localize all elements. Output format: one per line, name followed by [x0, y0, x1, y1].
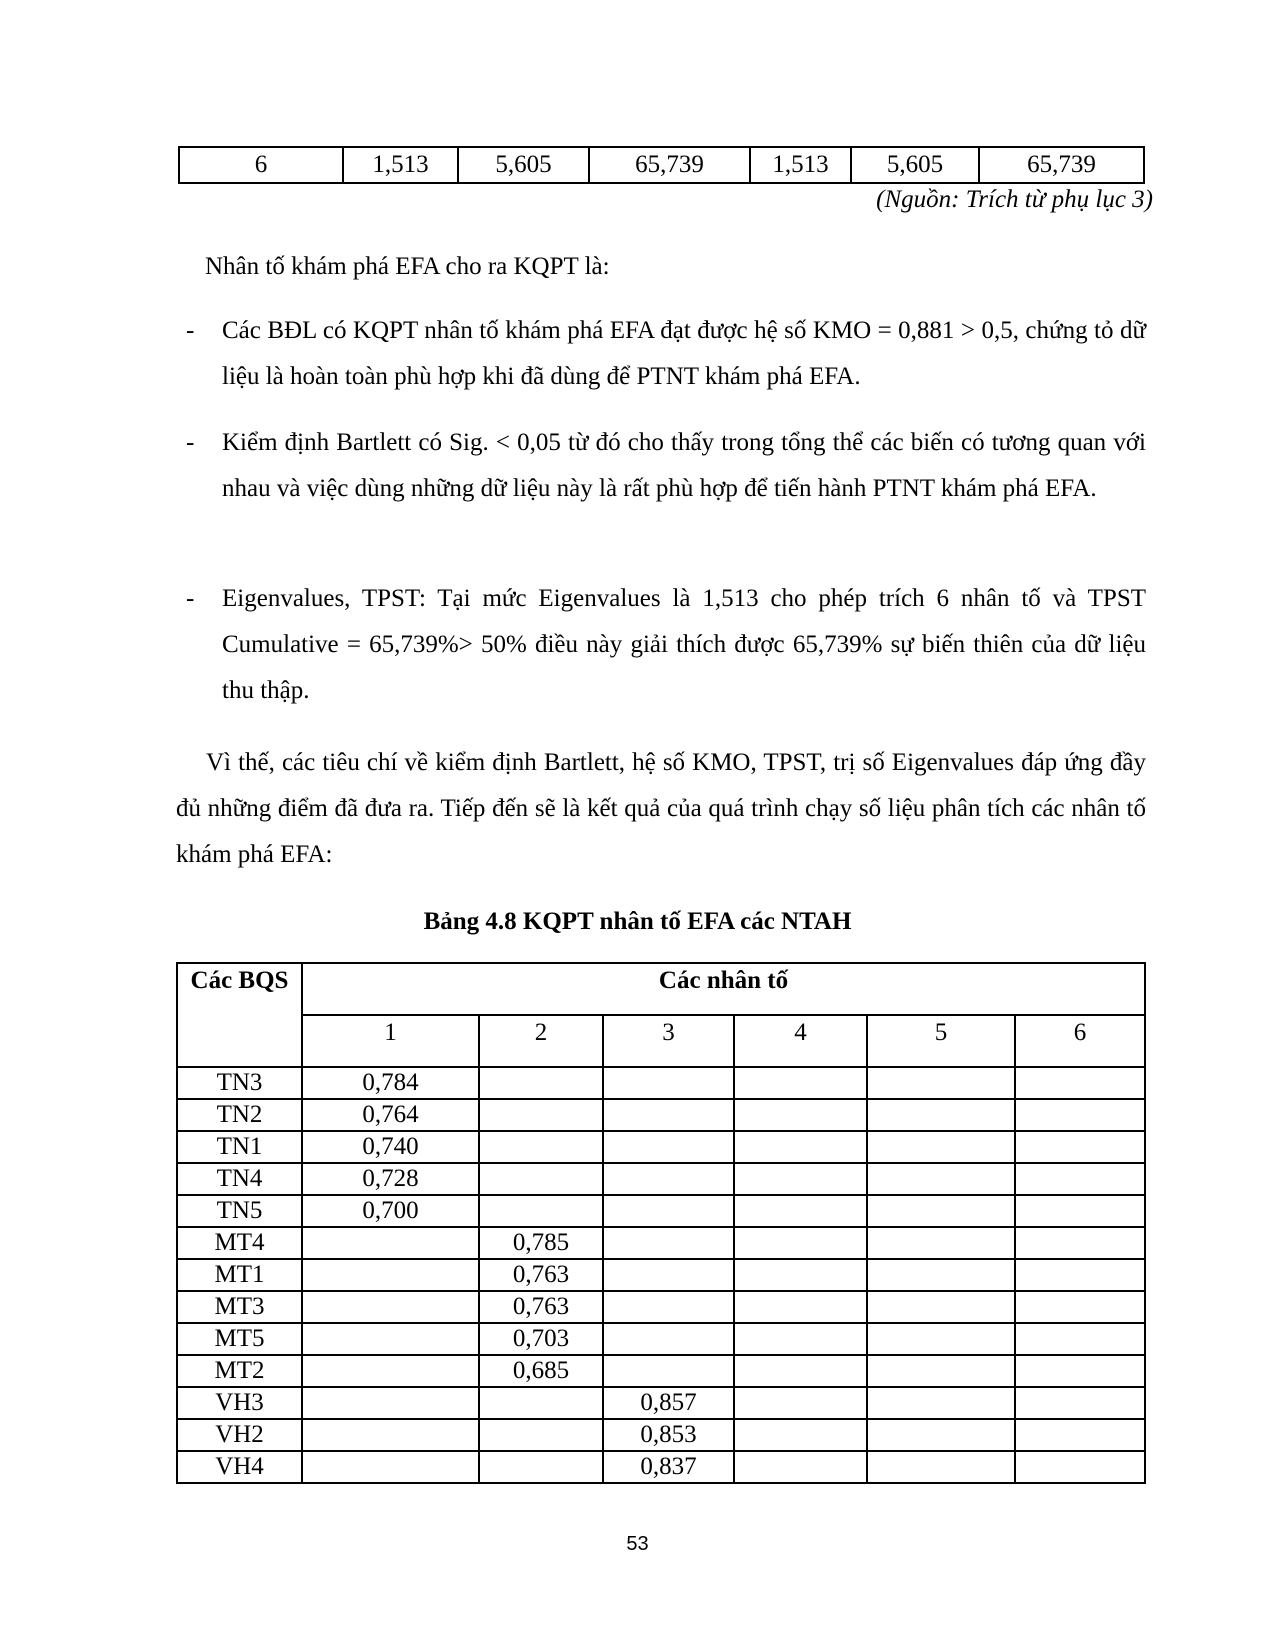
loading-cell — [1015, 1451, 1145, 1483]
loading-cell: 0,763 — [479, 1291, 603, 1323]
table-cell: 65,739 — [979, 147, 1144, 183]
loading-cell — [734, 1195, 867, 1227]
loading-cell — [867, 1099, 1015, 1131]
bullet-eigenvalues — [176, 576, 1146, 714]
table-row — [177, 1195, 1145, 1227]
row-label: VH4 — [177, 1451, 302, 1483]
loading-cell: 0,764 — [302, 1099, 479, 1131]
loading-cell — [734, 1131, 867, 1163]
loading-cell — [734, 1419, 867, 1451]
loading-cell — [302, 1387, 479, 1419]
loading-cell — [867, 1227, 1015, 1259]
factor-number: 6 — [1015, 1015, 1145, 1067]
bullet-dash: - — [186, 585, 195, 612]
table-header-row — [177, 963, 1145, 1015]
table-row — [177, 1099, 1145, 1131]
table-row — [177, 1387, 1145, 1419]
loading-cell — [302, 1419, 479, 1451]
row-label: MT2 — [177, 1355, 302, 1387]
loading-cell — [1015, 1067, 1145, 1099]
loading-cell: 0,857 — [603, 1387, 734, 1419]
table-cell: 65,739 — [589, 147, 750, 183]
table-row — [177, 1451, 1145, 1483]
loading-cell — [479, 1387, 603, 1419]
column-header-factors: Các nhân tố — [302, 963, 1145, 1015]
loading-cell — [479, 1195, 603, 1227]
bullet-dash: - — [186, 429, 195, 456]
loading-cell — [1015, 1131, 1145, 1163]
bullet-kmo — [176, 308, 1146, 400]
table-row — [177, 1355, 1145, 1387]
table-row — [177, 1131, 1145, 1163]
row-label: MT5 — [177, 1323, 302, 1355]
loading-cell — [302, 1259, 479, 1291]
factor-number: 2 — [479, 1015, 603, 1067]
loading-cell — [1015, 1355, 1145, 1387]
loading-cell — [734, 1067, 867, 1099]
loading-cell: 0,728 — [302, 1163, 479, 1195]
loading-cell: 0,784 — [302, 1067, 479, 1099]
loading-cell: 0,853 — [603, 1419, 734, 1451]
loading-cell — [734, 1291, 867, 1323]
loading-cell — [479, 1067, 603, 1099]
factor-number: 4 — [734, 1015, 867, 1067]
row-label: VH2 — [177, 1419, 302, 1451]
loading-cell — [603, 1355, 734, 1387]
loading-cell — [867, 1163, 1015, 1195]
row-label: MT3 — [177, 1291, 302, 1323]
bullet-text: Eigenvalues, TPST: Tại mức Eigenvalues là 1,513 cho phép trích 6 nhân tố và TPST Cumulative = 65,739%> 50% điều này giải thích được 65,739% sự biến thiên của dữ liệu thu thập. — [222, 585, 1146, 704]
loading-cell — [479, 1131, 603, 1163]
loading-cell — [479, 1419, 603, 1451]
table-cell: 1,513 — [750, 147, 851, 183]
loading-cell — [1015, 1419, 1145, 1451]
factor-number: 3 — [603, 1015, 734, 1067]
row-label: VH3 — [177, 1387, 302, 1419]
bullet-text: Kiểm định Bartlett có Sig. < 0,05 từ đó cho thấy trong tổng thể các biến có tương quan với nhau và việc dùng những dữ liệu này là rất phù hợp để tiến hành PTNT khám phá EFA. — [222, 429, 1146, 502]
loading-cell — [1015, 1387, 1145, 1419]
loading-cell — [302, 1227, 479, 1259]
loading-cell — [302, 1355, 479, 1387]
loading-cell — [302, 1451, 479, 1483]
factor-loading-table — [176, 962, 1146, 1484]
loading-cell — [734, 1355, 867, 1387]
table-row — [177, 1323, 1145, 1355]
loading-cell — [479, 1099, 603, 1131]
loading-cell — [1015, 1195, 1145, 1227]
table-row — [177, 1419, 1145, 1451]
source-note: (Nguồn: Trích từ phụ lục 3) — [876, 186, 1153, 213]
loading-cell — [1015, 1099, 1145, 1131]
row-label: TN3 — [177, 1067, 302, 1099]
loading-cell — [302, 1323, 479, 1355]
factor-table-body — [177, 1067, 1145, 1483]
loading-cell — [479, 1163, 603, 1195]
loading-cell — [734, 1387, 867, 1419]
loading-cell: 0,740 — [302, 1131, 479, 1163]
loading-cell: 0,700 — [302, 1195, 479, 1227]
intro-paragraph: Nhân tố khám phá EFA cho ra KQPT là: — [205, 253, 610, 280]
table-cell: 6 — [179, 147, 343, 183]
bullet-dash: - — [186, 317, 195, 344]
row-label: MT4 — [177, 1227, 302, 1259]
variance-table-fragment — [178, 146, 1145, 184]
loading-cell — [867, 1131, 1015, 1163]
loading-cell — [1015, 1291, 1145, 1323]
table-row — [177, 1227, 1145, 1259]
loading-cell — [867, 1067, 1015, 1099]
loading-cell: 0,837 — [603, 1451, 734, 1483]
bullet-text: Các BĐL có KQPT nhân tố khám phá EFA đạt được hệ số KMO = 0,881 > 0,5, chứng tỏ dữ liệu là hoàn toàn phù hợp khi đã dùng để PTNT khám phá EFA. — [222, 317, 1146, 390]
loading-cell: 0,685 — [479, 1355, 603, 1387]
factor-number: 1 — [302, 1015, 479, 1067]
row-label: TN4 — [177, 1163, 302, 1195]
table-row — [179, 147, 1144, 183]
loading-cell: 0,703 — [479, 1323, 603, 1355]
loading-cell — [734, 1323, 867, 1355]
table-cell: 5,605 — [458, 147, 589, 183]
table-row — [177, 1291, 1145, 1323]
factor-number: 5 — [867, 1015, 1015, 1067]
table-cell: 5,605 — [851, 147, 979, 183]
column-header-variables: Các BQS — [177, 963, 302, 1067]
loading-cell — [1015, 1259, 1145, 1291]
loading-cell — [867, 1387, 1015, 1419]
loading-cell — [734, 1099, 867, 1131]
table-row — [177, 1259, 1145, 1291]
loading-cell — [603, 1067, 734, 1099]
row-label: TN5 — [177, 1195, 302, 1227]
loading-cell — [734, 1259, 867, 1291]
page-number: 53 — [626, 1533, 649, 1555]
loading-cell — [867, 1355, 1015, 1387]
loading-cell: 0,763 — [479, 1259, 603, 1291]
bullet-bartlett — [176, 420, 1146, 512]
loading-cell: 0,785 — [479, 1227, 603, 1259]
table-row — [177, 1163, 1145, 1195]
conclusion-paragraph: Vì thế, các tiêu chí về kiểm định Bartlett, hệ số KMO, TPST, trị số Eigenvalues đáp ứng đầy đủ những điểm đã đưa ra. Tiếp đến sẽ là kết quả của quá trình chạy số liệu phân tích các nhân tố khám phá EFA: — [176, 749, 1146, 868]
table-row — [177, 1067, 1145, 1099]
loading-cell — [867, 1195, 1015, 1227]
loading-cell — [867, 1259, 1015, 1291]
table-header-row — [177, 1015, 1145, 1067]
loading-cell — [1015, 1227, 1145, 1259]
loading-cell — [479, 1451, 603, 1483]
loading-cell — [1015, 1163, 1145, 1195]
loading-cell — [867, 1419, 1015, 1451]
loading-cell — [867, 1323, 1015, 1355]
loading-cell — [734, 1227, 867, 1259]
loading-cell — [603, 1163, 734, 1195]
loading-cell — [603, 1099, 734, 1131]
loading-cell — [1015, 1323, 1145, 1355]
loading-cell — [603, 1131, 734, 1163]
loading-cell — [867, 1451, 1015, 1483]
loading-cell — [603, 1195, 734, 1227]
loading-cell — [734, 1163, 867, 1195]
loading-cell — [867, 1291, 1015, 1323]
loading-cell — [302, 1291, 479, 1323]
loading-cell — [603, 1259, 734, 1291]
table-cell: 1,513 — [343, 147, 458, 183]
loading-cell — [734, 1451, 867, 1483]
loading-cell — [603, 1227, 734, 1259]
loading-cell — [603, 1291, 734, 1323]
row-label: MT1 — [177, 1259, 302, 1291]
loading-cell — [603, 1323, 734, 1355]
row-label: TN2 — [177, 1099, 302, 1131]
table-caption: Bảng 4.8 KQPT nhân tố EFA các NTAH — [423, 908, 852, 935]
row-label: TN1 — [177, 1131, 302, 1163]
